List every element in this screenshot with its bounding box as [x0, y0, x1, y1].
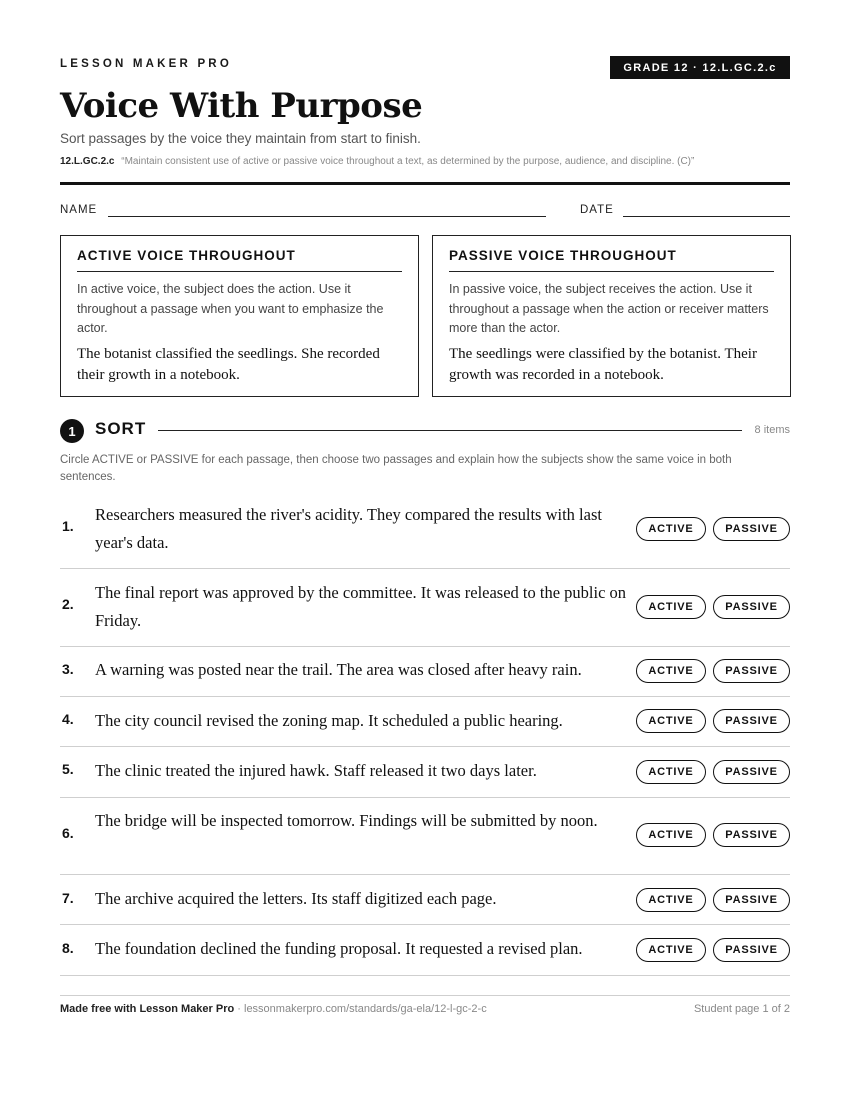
voice-choice	[636, 938, 790, 962]
passive-choice-button[interactable]: PASSIVE	[713, 517, 790, 541]
page-title: Voice With Purpose	[60, 86, 423, 126]
brand-name: LESSON MAKER PRO	[60, 58, 232, 70]
item-number: 5.	[62, 761, 74, 777]
footer-made-with: Made free with Lesson Maker Pro	[60, 1003, 235, 1015]
standard-code: 12.L.GC.2.c	[60, 156, 115, 167]
list-item	[60, 569, 790, 647]
active-voice-example: The botanist classified the seedlings. She recorded their growth in a notebook.	[77, 345, 380, 383]
passive-choice-button[interactable]: PASSIVE	[713, 709, 790, 733]
passive-voice-box	[432, 235, 791, 397]
item-text: The archive acquired the letters. Its staff digitized each page.	[95, 889, 497, 908]
section-number-badge: 1	[60, 419, 84, 443]
item-number: 8.	[62, 940, 74, 956]
date-label: DATE	[580, 204, 614, 216]
item-list	[60, 493, 790, 976]
active-choice-button[interactable]: ACTIVE	[636, 659, 706, 683]
brand-row	[60, 56, 790, 80]
header-divider	[60, 182, 790, 185]
item-number: 7.	[62, 890, 74, 906]
active-voice-description: In active voice, the subject does the action. Use it throughout a passage when you want to emphasize the actor.	[77, 282, 384, 335]
page-count: Student page 1 of 2	[693, 1003, 790, 1015]
passive-choice-button[interactable]: PASSIVE	[713, 888, 790, 912]
sort-section-header	[60, 418, 790, 442]
list-item	[60, 925, 790, 976]
list-item	[60, 647, 790, 697]
active-voice-box	[60, 235, 419, 397]
voice-choice	[636, 823, 790, 847]
item-number: 4.	[62, 711, 74, 727]
voice-choice	[636, 595, 790, 619]
item-text: A warning was posted near the trail. The area was closed after heavy rain.	[95, 660, 582, 679]
page-subtitle: Sort passages by the voice they maintain from start to finish.	[60, 131, 421, 146]
section-divider	[158, 430, 742, 431]
item-text: The clinic treated the injured hawk. Staff released it two days later.	[95, 761, 537, 780]
footer	[60, 1003, 790, 1015]
passive-choice-button[interactable]: PASSIVE	[713, 659, 790, 683]
list-item	[60, 798, 790, 875]
list-item	[60, 747, 790, 798]
list-item	[60, 875, 790, 925]
item-number: 3.	[62, 661, 74, 677]
active-choice-button[interactable]: ACTIVE	[636, 595, 706, 619]
item-text: Researchers measured the river's acidity. They compared the results with last year's data.	[95, 505, 602, 552]
active-choice-button[interactable]: ACTIVE	[636, 888, 706, 912]
footer-url[interactable]: lessonmakerpro.com/standards/ga-ela/12-l-gc-2-c	[244, 1003, 487, 1015]
footer-separator: ·	[234, 1003, 244, 1015]
active-choice-button[interactable]: ACTIVE	[636, 517, 706, 541]
name-label: NAME	[60, 204, 98, 216]
item-text: The final report was approved by the committee. It was released to the public on Friday.	[95, 583, 627, 630]
active-choice-button[interactable]: ACTIVE	[636, 938, 706, 962]
passive-choice-button[interactable]: PASSIVE	[713, 823, 790, 847]
grade-badge: GRADE 12 · 12.L.GC.2.c	[610, 56, 790, 79]
passive-choice-button[interactable]: PASSIVE	[713, 595, 790, 619]
item-text: The foundation declined the funding proposal. It requested a revised plan.	[95, 939, 583, 958]
voice-choice	[636, 888, 790, 912]
active-choice-button[interactable]: ACTIVE	[636, 760, 706, 784]
standard-text: “Maintain consistent use of active or passive voice throughout a text, as determined by the purpose, audience, and discipline. (C)”	[121, 156, 695, 167]
item-text: The city council revised the zoning map. It scheduled a public hearing.	[95, 711, 563, 730]
active-choice-button[interactable]: ACTIVE	[636, 709, 706, 733]
item-text: The bridge will be inspected tomorrow. Findings will be submitted by noon.	[95, 811, 598, 830]
passive-voice-description: In passive voice, the subject receives the action. Use it throughout a passage when the action or receiver matters more than the actor.	[449, 282, 769, 335]
standard-statement	[60, 156, 694, 167]
passive-voice-example: The seedlings were classified by the botanist. Their growth was recorded in a notebook.	[449, 345, 757, 383]
date-field[interactable]	[623, 216, 790, 217]
passive-choice-button[interactable]: PASSIVE	[713, 760, 790, 784]
voice-choice	[636, 709, 790, 733]
section-instructions: Circle ACTIVE or PASSIVE for each passage, then choose two passages and explain how the subjects show the same voice in both sentences.	[60, 454, 732, 483]
active-voice-title: ACTIVE VOICE THROUGHOUT	[77, 248, 402, 272]
passive-choice-button[interactable]: PASSIVE	[713, 938, 790, 962]
voice-choice	[636, 517, 790, 541]
item-number: 1.	[62, 518, 74, 534]
list-item	[60, 493, 790, 569]
footer-divider	[60, 995, 790, 996]
item-number: 2.	[62, 596, 74, 612]
voice-choice	[636, 659, 790, 683]
name-field[interactable]	[108, 216, 546, 217]
list-item	[60, 697, 790, 747]
item-number: 6.	[62, 825, 74, 841]
passive-voice-title: PASSIVE VOICE THROUGHOUT	[449, 248, 774, 272]
item-count: 8 items	[754, 424, 790, 436]
active-choice-button[interactable]: ACTIVE	[636, 823, 706, 847]
worksheet-page	[60, 0, 790, 1100]
voice-choice	[636, 760, 790, 784]
section-title: SORT	[95, 419, 147, 438]
student-info-row	[60, 204, 790, 220]
